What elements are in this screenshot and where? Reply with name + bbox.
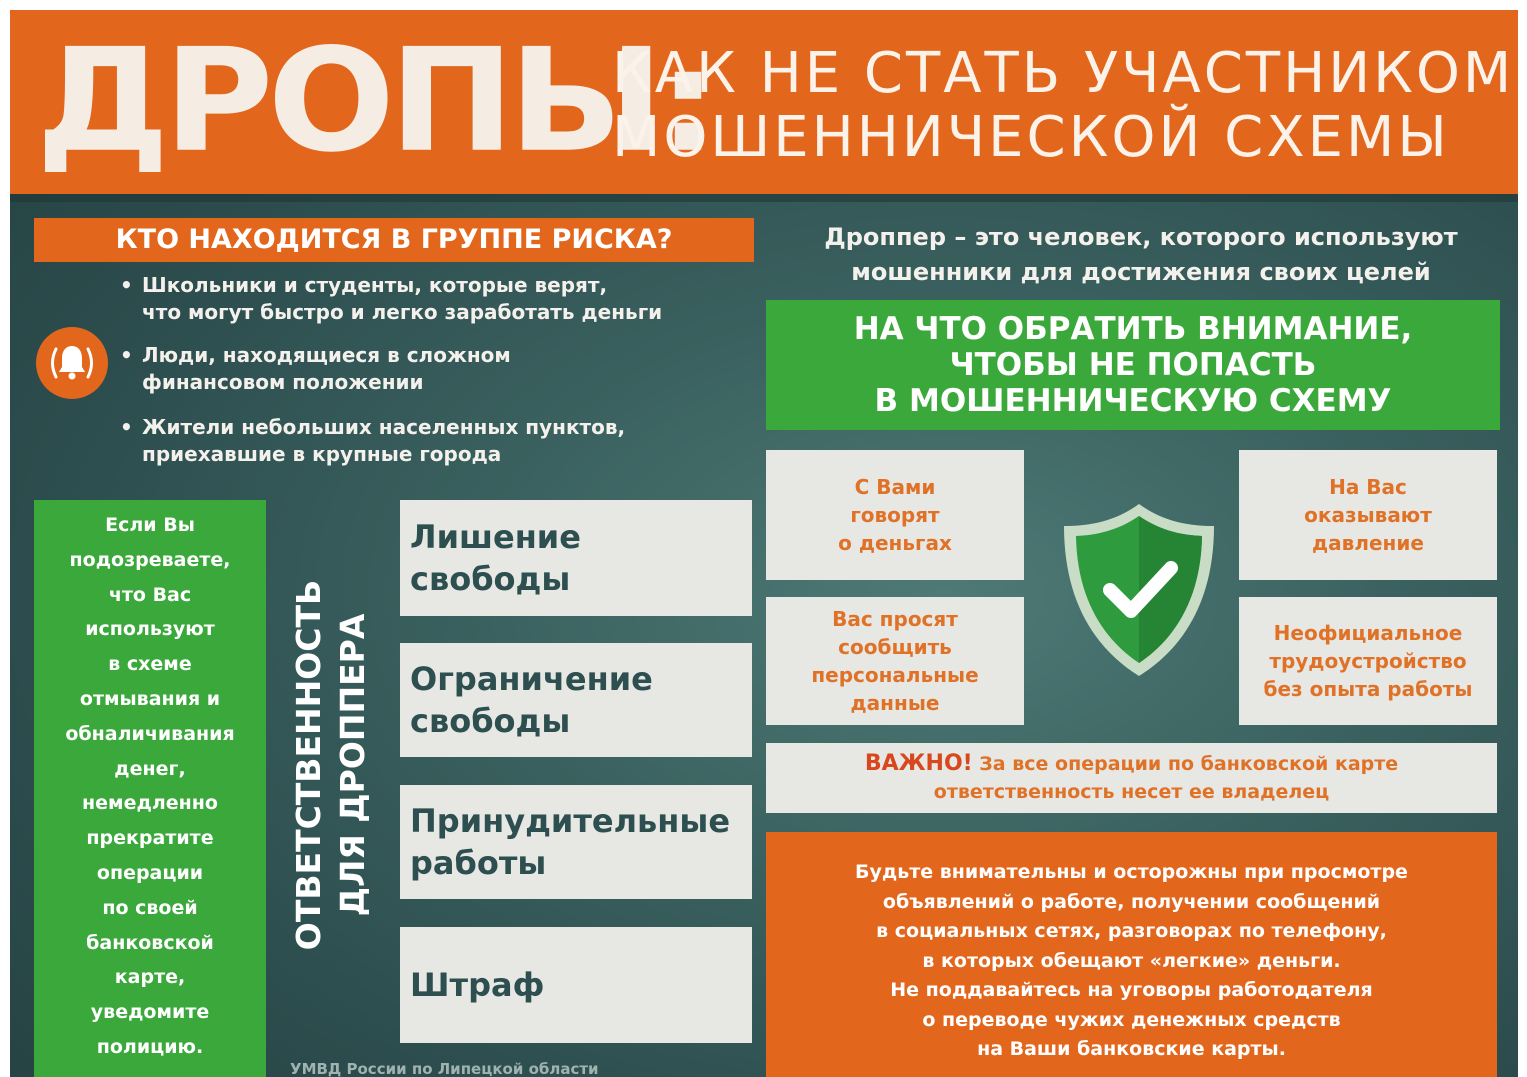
responsibility-title [272,515,390,1015]
warning-sign-line: данные [850,691,940,715]
warning-sign-card [766,597,1024,725]
warning-sign-line: давление [1312,531,1424,555]
advice-line: на Ваши банковские карты. [977,1038,1286,1060]
warning-sign-card [766,450,1024,580]
police-advice-line: что Вас [108,583,192,606]
advice-box [766,832,1497,1077]
advice-line: в социальных сетях, разговорах по телефону, [876,920,1387,942]
police-advice-line: по своей [102,896,198,919]
warning-sign-line: без опыта работы [1263,677,1473,701]
attention-line: НА ЧТО ОБРАТИТЬ ВНИМАНИЕ, [853,311,1413,347]
penalty-line: Принудительные [410,802,731,840]
important-notice [766,743,1497,813]
header-banner [10,10,1518,194]
warning-sign-line: С Вами [854,475,936,499]
risk-item-line: • Жители небольших населенных пунктов, [142,415,626,439]
advice-line: о переводе чужих денежных средств [922,1008,1341,1031]
advice-line: Будьте внимательны и осторожны при просмотре [855,861,1408,883]
penalty-card [400,500,752,616]
risk-item [124,414,744,468]
risk-item-line: приехавшие в крупные города [142,442,502,466]
police-advice-line: Если Вы [105,514,195,536]
attention-line: ЧТОБЫ НЕ ПОПАСТЬ [949,347,1317,383]
penalty-line: Штраф [410,966,545,1004]
poster [10,10,1518,1077]
penalty-line: свободы [410,702,571,740]
risk-item [124,342,744,396]
police-advice-line: используют [85,618,215,641]
advice-line: Не поддавайтесь на уговоры работодателя [890,979,1373,1001]
police-advice-line: обналичивания [65,722,235,745]
police-advice-line: полицию. [96,1035,204,1058]
police-advice-line: банковской [86,931,214,954]
header-divider [10,194,1518,202]
warning-sign-line: сообщить [838,635,952,659]
dropper-definition [774,220,1508,290]
penalty-line: Ограничение [410,660,653,698]
warning-sign-line: оказывают [1304,503,1432,527]
risk-item-line: • Школьники и студенты, которые верят, [142,273,608,297]
advice-line: объявлений о работе, получении сообщений [882,890,1381,913]
definition-line: Дроппер – это человек, которого используют [824,223,1458,251]
footer-credit: УМВД России по Липецкой области [290,1060,599,1077]
police-advice-line: денег, [114,757,186,780]
responsibility-line: ОТВЕТСТВЕННОСТЬ [289,579,328,951]
risk-item-line: • Люди, находящиеся в сложном [142,343,511,367]
warning-sign-line: говорят [850,503,940,527]
police-advice-line: карте, [114,966,186,989]
warning-sign-line: Вас просят [832,607,958,631]
definition-line: мошенники для достижения своих целей [851,258,1431,286]
subtitle-line-2: МОШЕННИЧЕСКОЙ СХЕМЫ [612,105,1450,170]
police-advice-line: в схеме [108,653,192,676]
police-advice-line: операции [96,861,204,884]
shield-check-icon [1054,500,1224,680]
advice-line: в которых обещают «легкие» деньги. [922,949,1341,972]
responsibility-line: ДЛЯ ДРОППЕРА [333,613,372,917]
police-advice-line: немедленно [82,792,218,815]
penalty-line: свободы [410,560,571,598]
warning-sign-line: персональные [811,663,979,687]
attention-line: В МОШЕННИЧЕСКУЮ СХЕМУ [874,383,1392,419]
subtitle-line-1: КАК НЕ СТАТЬ УЧАСТНИКОМ [612,41,1515,106]
important-accent: ВАЖНО! [864,751,973,776]
risk-item [124,272,744,326]
penalty-card [400,927,752,1043]
important-line: ответственность несет ее владелец [933,781,1330,803]
warning-sign-line: трудоустройство [1269,649,1467,673]
important-line: За все операции по банковской карте [972,753,1399,775]
bell-icon [36,327,108,399]
penalty-line: Лишение [410,518,581,556]
risk-group-title: КТО НАХОДИТСЯ В ГРУППЕ РИСКА? [34,218,754,262]
penalty-card [400,785,752,899]
police-advice-line: отмывания и [79,687,221,710]
warning-sign-line: Неофициальное [1273,621,1463,645]
penalty-line: работы [410,844,547,882]
police-advice-line: подозреваете, [69,548,231,571]
police-advice-line: уведомите [90,1001,210,1024]
penalty-card [400,643,752,757]
warning-sign-line: На Вас [1329,475,1407,499]
police-advice-box [34,500,266,1077]
warning-sign-line: о деньгах [838,531,952,555]
risk-item-line: что могут быстро и легко заработать деньги [142,300,663,324]
warning-sign-card [1239,597,1497,725]
warning-sign-card [1239,450,1497,580]
risk-item-line: финансовом положении [142,370,424,394]
attention-heading-box [766,300,1500,430]
police-advice-line: прекратите [86,827,214,850]
main-title: ДРОПЫ: [36,18,712,184]
